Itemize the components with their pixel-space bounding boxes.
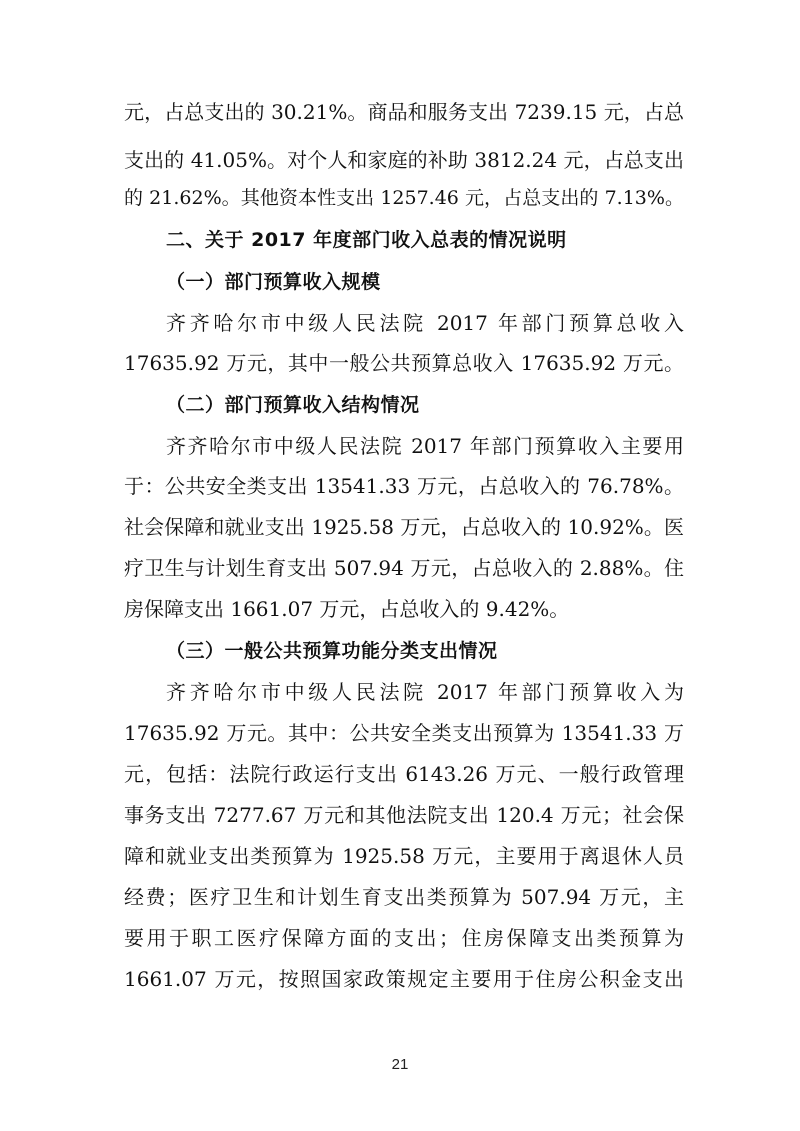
subsection-heading: （一）部门预算收入规模 [166,271,381,293]
body-line: 房保障支出 1661.07 万元，占总收入的 9.42%。 [124,597,570,621]
body-line: 支出的 41.05%。对个人和家庭的补助 3812.24 元，占总支出 [124,148,684,172]
body-line: 要用于职工医疗保障方面的支出；住房保障支出类预算为 [124,926,684,950]
body-line: 17635.92 万元。其中：公共安全类支出预算为 13541.33 万 [124,721,684,745]
body-line: 的 21.62%。其他资本性支出 1257.46 元，占总支出的 7.13%。 [124,187,684,209]
section-heading: 二、关于 2017 年度部门收入总表的情况说明 [166,229,567,251]
body-line: 齐齐哈尔市中级人民法院 2017 年部门预算收入为 [166,680,684,704]
body-line: 疗卫生与计划生育支出 507.94 万元，占总收入的 2.88%。住 [124,556,684,580]
subsection-heading: （三）一般公共预算功能分类支出情况 [166,640,498,662]
page-number: 21 [391,1056,409,1073]
body-line: 事务支出 7277.67 万元和其他法院支出 120.4 万元；社会保 [124,803,684,827]
body-line: 1661.07 万元，按照国家政策规定主要用于住房公积金支出 [124,967,684,991]
body-line: 经费；医疗卫生和计划生育支出类预算为 507.94 万元，主 [124,885,684,909]
body-line: 元，占总支出的 30.21%。商品和服务支出 7239.15 元，占总 [124,100,684,124]
subsection-heading: （二）部门预算收入结构情况 [166,394,420,416]
body-line: 于：公共安全类支出 13541.33 万元，占总收入的 76.78%。 [124,474,684,498]
body-line: 社会保障和就业支出 1925.58 万元，占总收入的 10.92%。医 [124,515,684,539]
body-line: 17635.92 万元，其中一般公共预算总收入 17635.92 万元。 [124,351,684,375]
body-line: 齐齐哈尔市中级人民法院 2017 年部门预算总收入 [166,311,684,335]
body-line: 齐齐哈尔市中级人民法院 2017 年部门预算收入主要用 [166,434,684,458]
body-line: 元，包括：法院行政运行支出 6143.26 万元、一般行政管理 [124,762,684,786]
body-line: 障和就业支出类预算为 1925.58 万元，主要用于离退休人员 [124,844,684,868]
